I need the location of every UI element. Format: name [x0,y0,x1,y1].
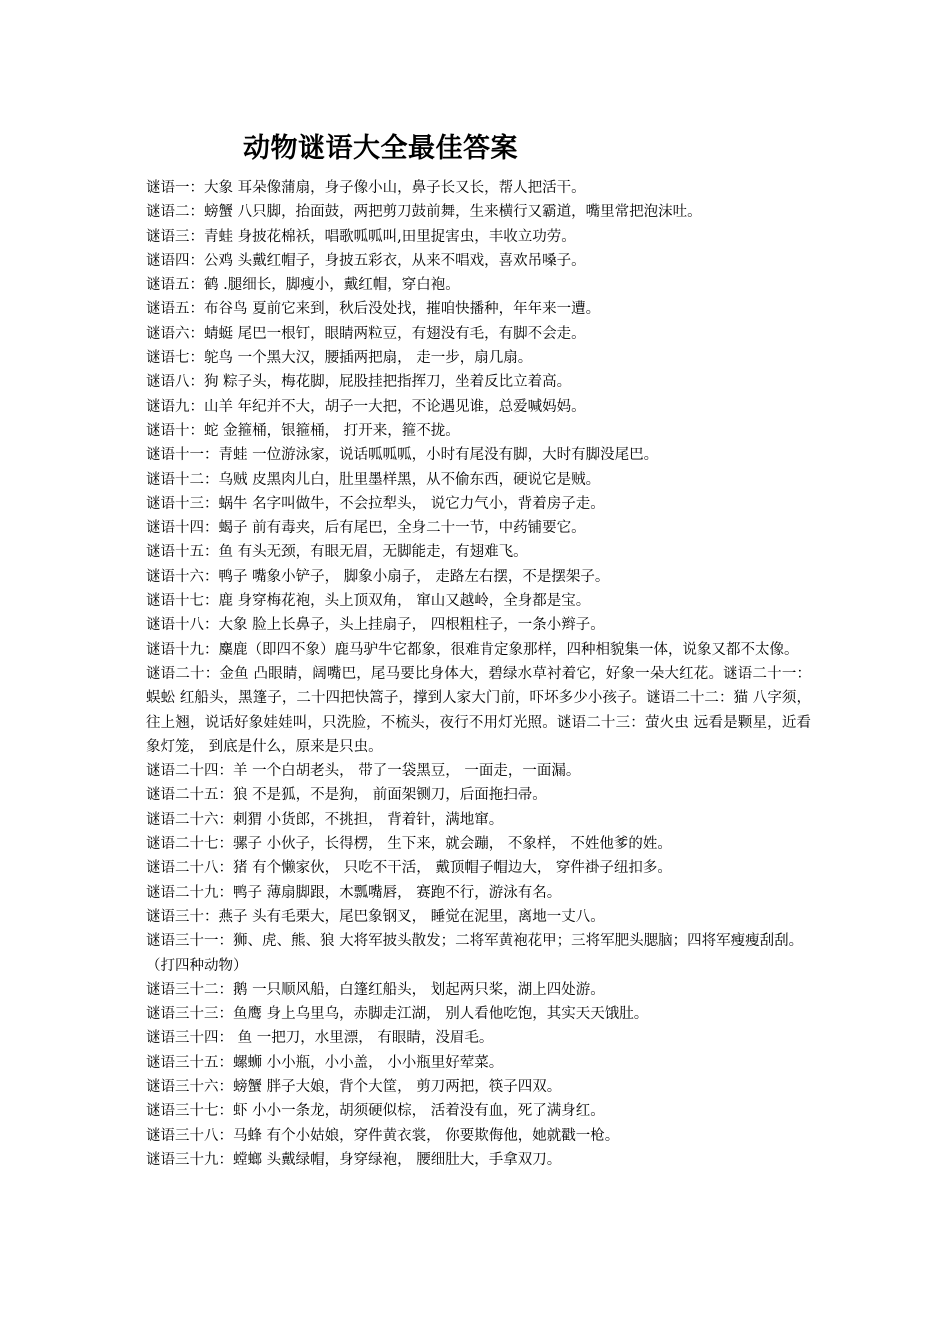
riddle-item: 谜语二十七：骡子 小伙子，长得楞， 生下来，就会蹦， 不象样， 不姓他爹的姓。 [146,836,672,853]
riddle-item: 谜语十：蛇 金箍桶，银箍桶， 打开来，箍不拢。 [146,422,460,439]
riddle-item: 谜语三十：燕子 头有毛栗大，尾巴象钢叉， 睡觉在泥里，离地一丈八。 [146,908,605,925]
riddle-item: 谜语三十二：鹅 一只顺风船，白篷红船头， 划起两只桨，湖上四处游。 [146,981,605,998]
page-title: 动物谜语大全最佳答案 [243,133,518,164]
riddle-item: 谜语五：鹤 .腿细长，脚瘦小，戴红帽，穿白袍。 [146,277,460,294]
riddle-item: 谜语十九：麋鹿（即四不象）鹿马驴牛它都象，很难肯定象那样，四种相貌集一体，说象又都不太像。 [146,641,799,658]
riddle-item: 谜语十五：鱼 有头无颈，有眼无眉，无脚能走，有翅难飞。 [146,544,528,561]
riddle-item: 谜语四：公鸡 头戴红帽子，身披五彩衣，从来不唱戏，喜欢吊嗓子。 [146,252,586,269]
riddle-item: 谜语二十九：鸭子 薄扇脚跟，木瓢嘴唇， 赛跑不行，游泳有名。 [146,884,562,901]
riddle-item: 谜语三十三：鱼鹰 身上乌里乌，赤脚走江湖， 别人看他吃饱，其实天天饿肚。 [146,1006,649,1023]
riddle-item: 谜语十一：青蛙 一位游泳家，说话呱呱呱，小时有尾没有脚，大时有脚没尾巴。 [146,447,659,464]
riddle-item: 谜语五：布谷鸟 夏前它来到，秋后没处找，摧咱快播种，年年来一遭。 [146,301,601,318]
riddle-item: 谜语三十七：虾 小小一条龙，胡须硬似棕， 活着没有血，死了满身红。 [146,1103,605,1120]
riddle-item: 谜语十八：大象 脸上长鼻子，头上挂扇子， 四根粗柱子，一条小辫子。 [146,617,605,634]
riddle-item: 谜语十三：蜗牛 名字叫做牛，不会拉犁头， 说它力气小，背着房子走。 [146,495,605,512]
riddle-item: 谜语三十六：螃蟹 胖子大娘，背个大筐， 剪刀两把，筷子四双。 [146,1078,562,1095]
riddle-item: 谜语三十一：狮、虎、熊、狼 大将军披头散发；二将军黄袍花甲；三将军肥头腮脑；四将军瘦瘦刮刮。（打四种动物） [146,933,804,974]
riddle-item: 谜语三十八：马蜂 有个小姑娘，穿件黄衣裳， 你要欺侮他，她就戳一枪。 [146,1127,620,1144]
riddle-item: 谜语二十五：狼 不是狐，不是狗， 前面架铡刀，后面拖扫帚。 [146,787,547,804]
riddle-item: 谜语三十五：螺蛳 小小瓶，小小盖， 小小瓶里好荤菜。 [146,1054,504,1071]
riddle-item: 谜语十二：乌贼 皮黑肉儿白，肚里墨样黑，从不偷东西，硬说它是贼。 [146,471,601,488]
riddle-item: 谜语二十六：刺猬 小货郎，不挑担， 背着针，满地窜。 [146,811,504,828]
riddle-item: 谜语二十八：猪 有个懒家伙， 只吃不干活， 戴顶帽子帽边大， 穿件褂子纽扣多。 [146,860,672,877]
riddle-item: 谜语三十四： 鱼 一把刀，水里漂， 有眼睛，没眉毛。 [146,1030,494,1047]
riddle-item: 谜语三十九：螳螂 头戴绿帽，身穿绿袍， 腰细肚大，手拿双刀。 [146,1151,562,1168]
riddle-item: 谜语九：山羊 年纪并不大，胡子一大把，不论遇见谁，总爱喊妈妈。 [146,398,586,415]
riddle-item: 谜语六：蜻蜓 尾巴一根钉，眼睛两粒豆，有翅没有毛，有脚不会走。 [146,325,586,342]
riddle-item: 谜语一：大象 耳朵像蒲扇，身子像小山，鼻子长又长，帮人把活干。 [146,180,586,196]
riddle-item: 谜语十六：鸭子 嘴象小铲子， 脚象小扇子， 走路左右摆，不是摆架子。 [146,568,610,585]
riddle-list [146,176,811,1172]
riddle-item: 谜语二十四：羊 一个白胡老头， 带了一袋黑豆， 一面走，一面漏。 [146,763,581,780]
riddle-item: 谜语三：青蛙 身披花棉袄，唱歌呱呱叫,田里捉害虫，丰收立功劳。 [146,228,576,245]
riddle-item: 谜语十四：蝎子 前有毒夹，后有尾巴，全身二十一节，中药铺要它。 [146,520,586,537]
riddle-item: 谜语二：螃蟹 八只脚，抬面鼓，两把剪刀鼓前舞，生来横行又霸道，嘴里常把泡沫吐。 [146,204,702,221]
riddle-item: 谜语八：狗 粽子头，梅花脚，屁股挂把指挥刀，坐着反比立着高。 [146,374,572,391]
riddle-item: 谜语二十：金鱼 凸眼睛，阔嘴巴，尾马要比身体大，碧绿水草衬着它，好象一朵大红花。谜语二十一：蜈蚣 红船头，黑篷子，二十四把快篙子，撑到人家大门前，吓坏多少小孩子。谜语二十二：猫 八字须，往上翘，说话好象娃娃叫，只洗脸，不梳头，夜行不用灯光照。谜语二十三：萤火虫 远看是颗星，近看象灯笼， 到底是什么，原来是只虫。 [146,665,811,755]
riddle-item: 谜语十七：鹿 身穿梅花袍，头上顶双角， 窜山又越岭，全身都是宝。 [146,593,591,610]
riddle-item: 谜语七：鸵鸟 一个黑大汉，腰插两把扇， 走一步，扇几扇。 [146,350,533,367]
